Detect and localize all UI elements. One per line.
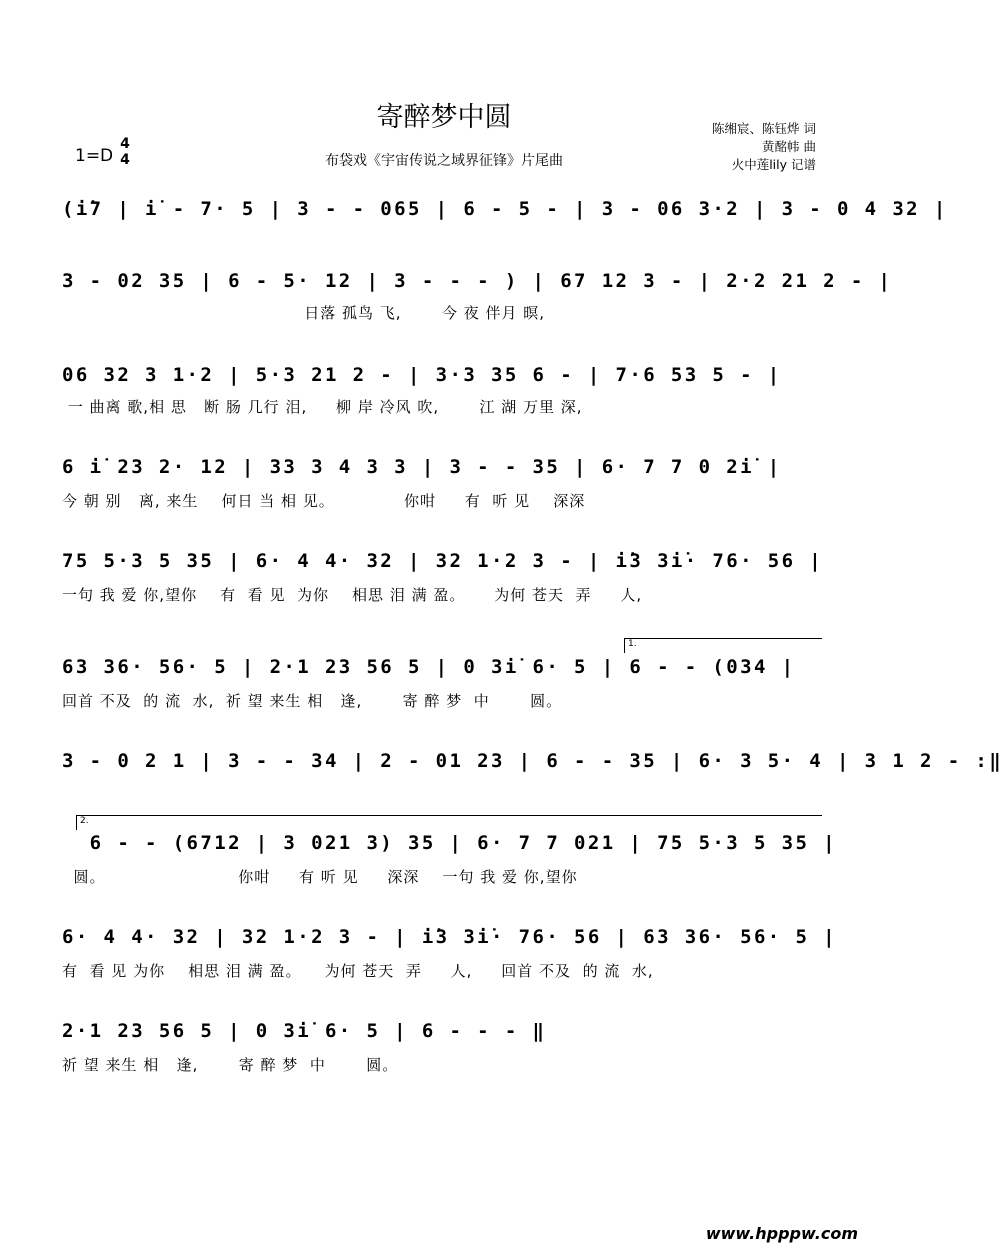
lyrics-line: 日落 孤鸟 飞, 今 夜 伴月 暝, [62, 304, 546, 322]
notation-line: 63 36· 56· 5 | 2·1 23 56 5 | 0 3i̇ 6· 5 | 6 - - (034 | [62, 656, 796, 678]
lyrics-line: 圆。 你咁 有 听 见 深深 一句 我 爱 你,望你 [62, 868, 578, 886]
song-title: 寄醉梦中圆 [376, 102, 512, 133]
lyricist-credit: 陈缃宸、陈钰烨 词 [712, 121, 816, 136]
time-signature-top: 4 [120, 136, 130, 152]
notation-line: 75 5·3 5 35 | 6· 4 4· 32 | 32 1·2 3 - | i̇3 3i̇· 76· 56 | [62, 550, 824, 572]
lyrics-line: 一 曲离 歌,相 思 断 肠 几行 泪, 柳 岸 冷风 吹, 江 湖 万里 深, [62, 398, 583, 416]
time-signature-bottom: 4 [120, 152, 130, 168]
lyrics-line: 回首 不及 的 流 水, 祈 望 来生 相 逢, 寄 醉 梦 中 圆。 [62, 692, 563, 710]
composer-credit: 黄酩帏 曲 [762, 139, 816, 154]
notation-line: 3 - 02 35 | 6 - 5· 12 | 3 - - - ) | 67 12 3 - | 2·2 21 2 - | [62, 270, 893, 292]
notation-line: 6 - - (6712 | 3 021 3) 35 | 6· 7 7 021 | 75 5·3 5 35 | [62, 832, 837, 854]
lyrics-line: 祈 望 来生 相 逢, 寄 醉 梦 中 圆。 [62, 1056, 399, 1074]
lyrics-line: 今 朝 别 离, 来生 何日 当 相 见。 你咁 有 听 见 深深 [62, 492, 586, 510]
volta-bracket-1: 1. [624, 638, 822, 653]
key-signature: 1=D [75, 146, 114, 166]
site-watermark: www.hpppw.com [705, 1224, 858, 1243]
volta-bracket-2: 2. [76, 815, 822, 830]
notation-line: 2·1 23 56 5 | 0 3i̇ 6· 5 | 6 - - - ‖ [62, 1020, 547, 1042]
notation-line: 6· 4 4· 32 | 32 1·2 3 - | i̇3 3i̇· 76· 56 | 63 36· 56· 5 | [62, 926, 837, 948]
notation-line: 3 - 0 2 1 | 3 - - 34 | 2 - 01 23 | 6 - - 35 | 6· 3 5· 4 | 3 1 2 - :‖ [62, 750, 1003, 772]
notation-line: (i̇7 | i̇ - 7· 5 | 3 - - 065 | 6 - 5 - | 3 - 06 3·2 | 3 - 0 4 32 | [62, 198, 948, 220]
song-subtitle: 布袋戏《宇宙传说之域界征锋》片尾曲 [325, 153, 563, 169]
lyrics-line: 有 看 见 为你 相思 泪 满 盈。 为何 苍天 弄 人, 回首 不及 的 流 水, [62, 962, 654, 980]
credits [712, 120, 816, 174]
notation-line: 06 32 3 1·2 | 5·3 21 2 - | 3·3 35 6 - | 7·6 53 5 - | [62, 364, 782, 386]
time-signature [118, 136, 132, 168]
lyrics-line: 一句 我 爱 你,望你 有 看 见 为你 相思 泪 满 盈。 为何 苍天 弄 人, [62, 586, 643, 604]
transcriber-credit: 火中莲lily 记谱 [731, 157, 816, 172]
notation-line: 6 i̇ 23 2· 12 | 33 3 4 3 3 | 3 - - 35 | 6· 7 7 0 2i̇ | [62, 456, 782, 478]
